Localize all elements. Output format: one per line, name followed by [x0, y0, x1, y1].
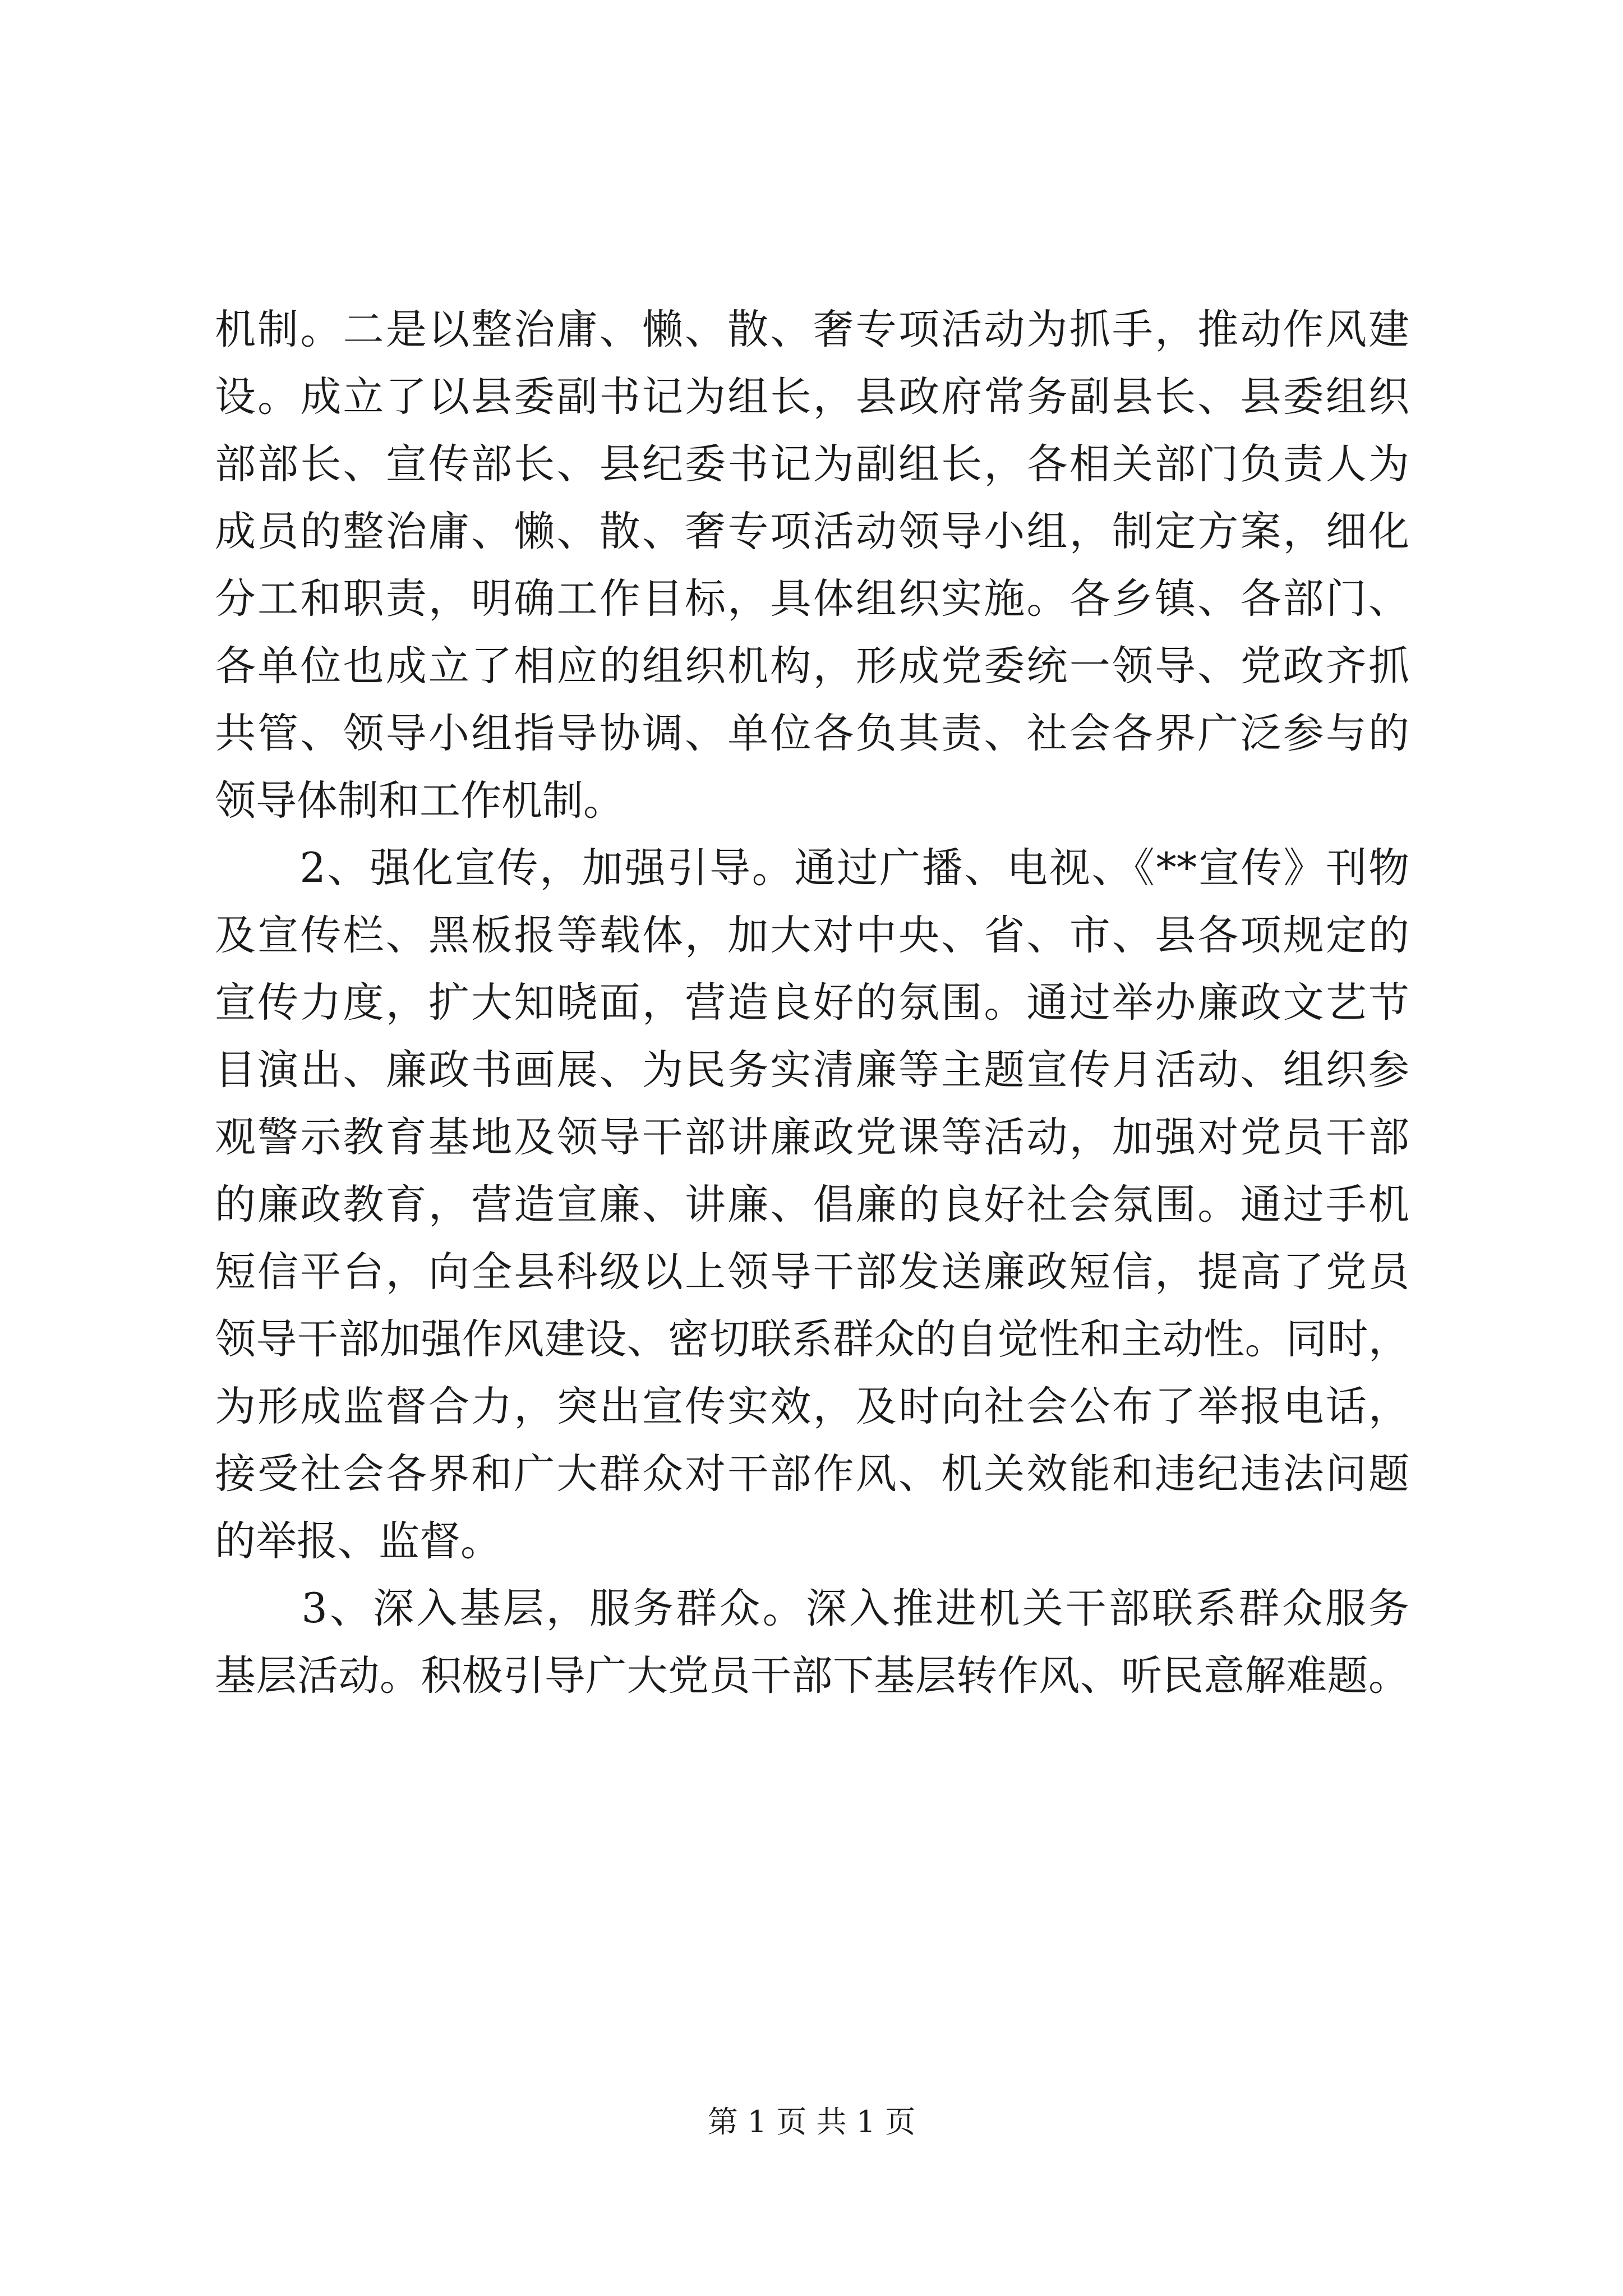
- text-line: 分工和职责，明确工作目标，具体组织实施。各乡镇、各部门、: [215, 575, 1409, 623]
- text-line: 基层活动。积极引导广大党员干部下基层转作风、听民意解难题。: [215, 1652, 1409, 1700]
- page-footer: 第 1 页 共 1 页: [707, 2104, 916, 2139]
- text-line: 目演出、廉政书画展、为民务实清廉等主题宣传月活动、组织参: [215, 1046, 1409, 1094]
- text-line: 成员的整治庸、懒、散、奢专项活动领导小组，制定方案，细化: [215, 508, 1409, 555]
- text-line: 领导干部加强作风建设、密切联系群众的自觉性和主动性。同时，: [215, 1315, 1409, 1363]
- document-body: [215, 296, 1409, 1710]
- text-line: 短信平台，向全县科级以上领导干部发送廉政短信，提高了党员: [215, 1248, 1409, 1296]
- text-line: 设。成立了以县委副书记为组长，县政府常务副县长、县委组织: [215, 373, 1409, 421]
- text-line: 机制。二是以整治庸、懒、散、奢专项活动为抓手，推动作风建: [215, 306, 1409, 353]
- text-line: 各单位也成立了相应的组织机构，形成党委统一领导、党政齐抓: [215, 642, 1409, 690]
- text-line: 领导体制和工作机制。: [215, 777, 624, 825]
- text-line: 观警示教育基地及领导干部讲廉政党课等活动，加强对党员干部: [215, 1114, 1409, 1161]
- text-line: 的廉政教育，营造宣廉、讲廉、倡廉的良好社会氛围。通过手机: [215, 1181, 1409, 1228]
- text-line: 宣传力度，扩大知晓面，营造良好的氛围。通过举办廉政文艺节: [215, 979, 1409, 1027]
- text-line: 共管、领导小组指导协调、单位各负其责、社会各界广泛参与的: [215, 710, 1409, 757]
- text-line: 2、强化宣传，加强引导。通过广播、电视、《**宣传》刊物: [215, 844, 1409, 892]
- text-line: 部部长、宣传部长、县纪委书记为副组长，各相关部门负责人为: [215, 440, 1409, 488]
- text-line: 3、深入基层，服务群众。深入推进机关干部联系群众服务: [215, 1585, 1409, 1632]
- text-line: 接受社会各界和广大群众对干部作风、机关效能和违纪违法问题: [215, 1450, 1409, 1498]
- text-line: 及宣传栏、黑板报等载体，加大对中央、省、市、县各项规定的: [215, 912, 1409, 959]
- text-line: 为形成监督合力，突出宣传实效，及时向社会公布了举报电话，: [215, 1383, 1409, 1430]
- text-line: 的举报、监督。: [215, 1517, 501, 1565]
